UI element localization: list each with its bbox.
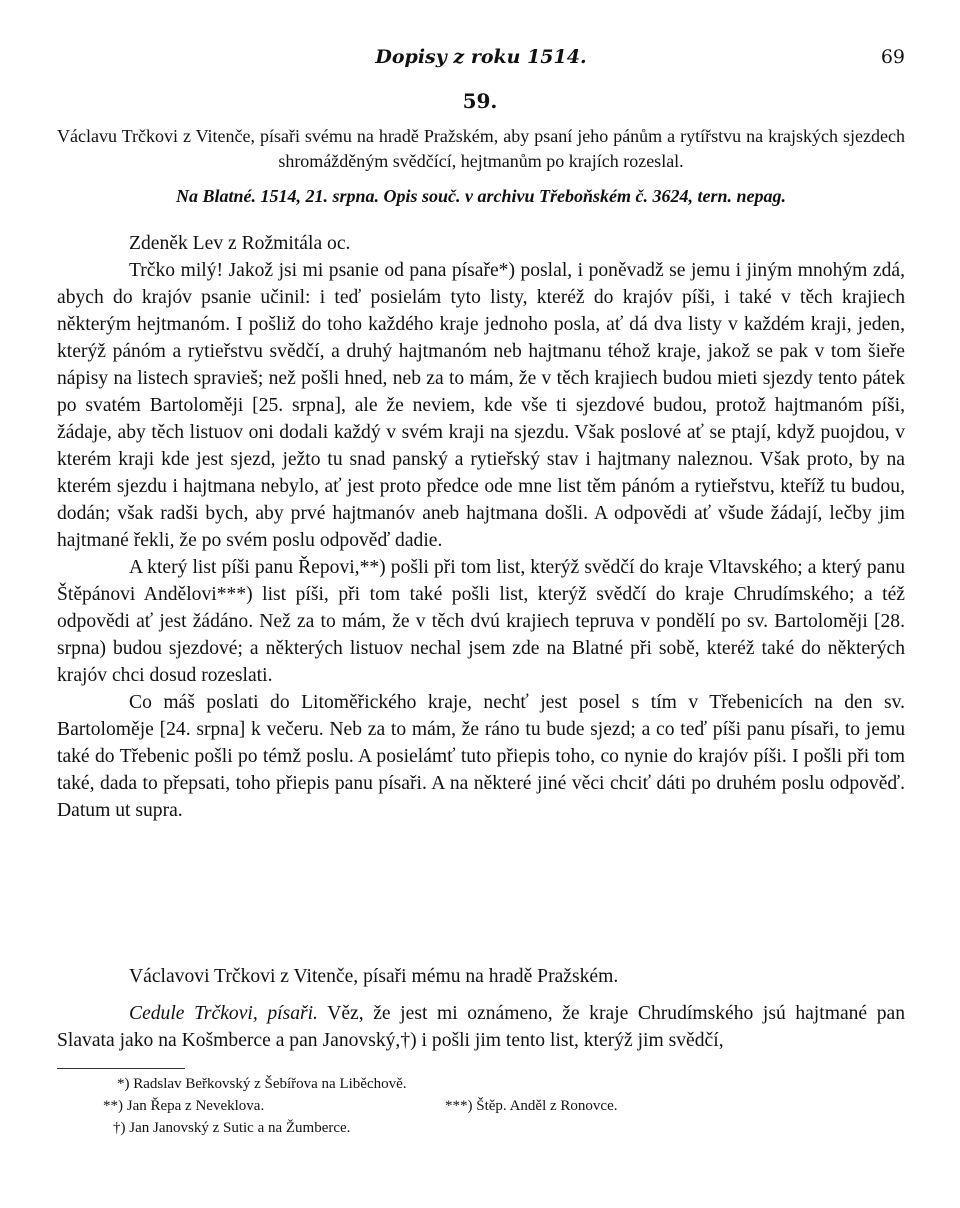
body-paragraph-1: Trčko milý! Jakož jsi mi psanie od pana písaře*) poslal, i poněvadž se jemu i jiným mnohým zdá, abych do krajóv psanie učinil: i teď posielám tyto listy, kteréž do krajóv píši, i také v těch krajiech některým hejtmanóm. I pošliž do toho každého kraje jednoho posla, ať dá dva listy v každém kraji, jeden, kterýž pánóm a rytieřstvu svědčí, a druhý hajtmanóm neb hajtmanu téhož kraje, jakož se pak v tom šieře nápisy na listech spravieš; než pošli hned, neb za to mám, že v těch krajiech budou mieti sjezdy tento pátek po svatém Bartoloměji [25. srpna], ale že neviem, kde vše ti sjezdové budou, protož hajtmanóm píši, žádaje, aby těch listuov oni dodali každý v svém kraji na sjezdu. Však poslové ať se ptají, když puojdou, v kterém kraji kde jest sjezd, ježto tu snad panský a rytieřský stav i hajtmany naleznou. Však proto, by na kterém sjezdu i hajtmana nebylo, ať jest proto předce ode mne list těm pánóm a rytieřstvu, kteříž tu budou, dodán; však radši bych, aby prvé hajtmanóv aneb hajtmana došli. A odpovědi ať všude žádají, lečby jim hajtmané řekli, že po svém poslu odpověď dadie. [57,260,905,551]
note-label: Cedule Trčkovi, písaři. [129,1003,318,1024]
document-regest: Václavu Trčkovi z Vitenče, písaři svému na hradě Pražském, aby psaní jeho pánům a rytířstvu na krajských sjezdech shromážděným svědčící, hejtmanům po krajích rozeslal. [57,126,905,171]
letter-sender: Zdeněk Lev z Rožmitála oc. [129,233,351,254]
footnote-4: †) Jan Janovský z Sutic a na Žumberce. [113,1120,351,1136]
footnote-2: **) Jan Řepa z Neveklova. [103,1098,265,1114]
letter-address: Václavovi Trčkovi z Vitenče, písaři mému na hradě Pražském. [129,966,619,987]
page-number: 69 [880,46,905,68]
note-text: Věz, že jest mi oznámeno, že kraje Chrudímského jsú hajtmané pan Slavata jako na Košmberce a pan Janovský,†) i pošli jim tento list, kterýž jim svědčí, [57,1003,905,1051]
footnote-1: *) Radslav Beřkovský z Šebířova na Liběchově. [117,1076,407,1092]
footnote-divider [57,1068,185,1069]
running-header [57,44,905,70]
running-title: Dopisy z roku 1514. [375,46,587,68]
document-number: 59. [462,89,498,113]
body-paragraph-2: A který list píši panu Řepovi,**) pošli při tom list, kterýž svědčí do kraje Vltavského; a který panu Štěpánovi Andělovi***) list píši, při tom také pošli list, kterýž svědčí do kraje Chrudímského; a též odpovědi ať jest žádáno. Než za to mám, že v těch dvú krajiech tepruva v pondělí po sv. Bartoloměji [28. srpna) budou sjezdové; a některých listuov nechal jsem zde na Blatné při sobě, kteréž také do některých krajóv chci dosud rozeslati. [57,557,905,686]
footnote-3: ***) Štěp. Anděl z Ronovce. [445,1098,618,1114]
letter-body [57,257,905,824]
schedule-note [57,1000,905,1054]
body-paragraph-3: Co máš poslati do Litoměřického kraje, nechť jest posel s tím v Třebenicích na den sv. Bartoloměje [24. srpna] k večeru. Neb za to mám, že ráno tu bude sjezd; a co teď píši panu písaři, to jemu také do Třebenic pošli po témž poslu. A posielámť tuto přiepis toho, co nynie do krajóv píši. I pošli při tom také, dada to přepsati, toho přiepis panu písaři. A na některé jiné věci chciť dáti po druhém poslu odpověď. Datum ut supra. [57,692,905,821]
source-citation: Na Blatné. 1514, 21. srpna. Opis souč. v archivu Třeboňském č. 3624, tern. nepag. [175,186,787,206]
